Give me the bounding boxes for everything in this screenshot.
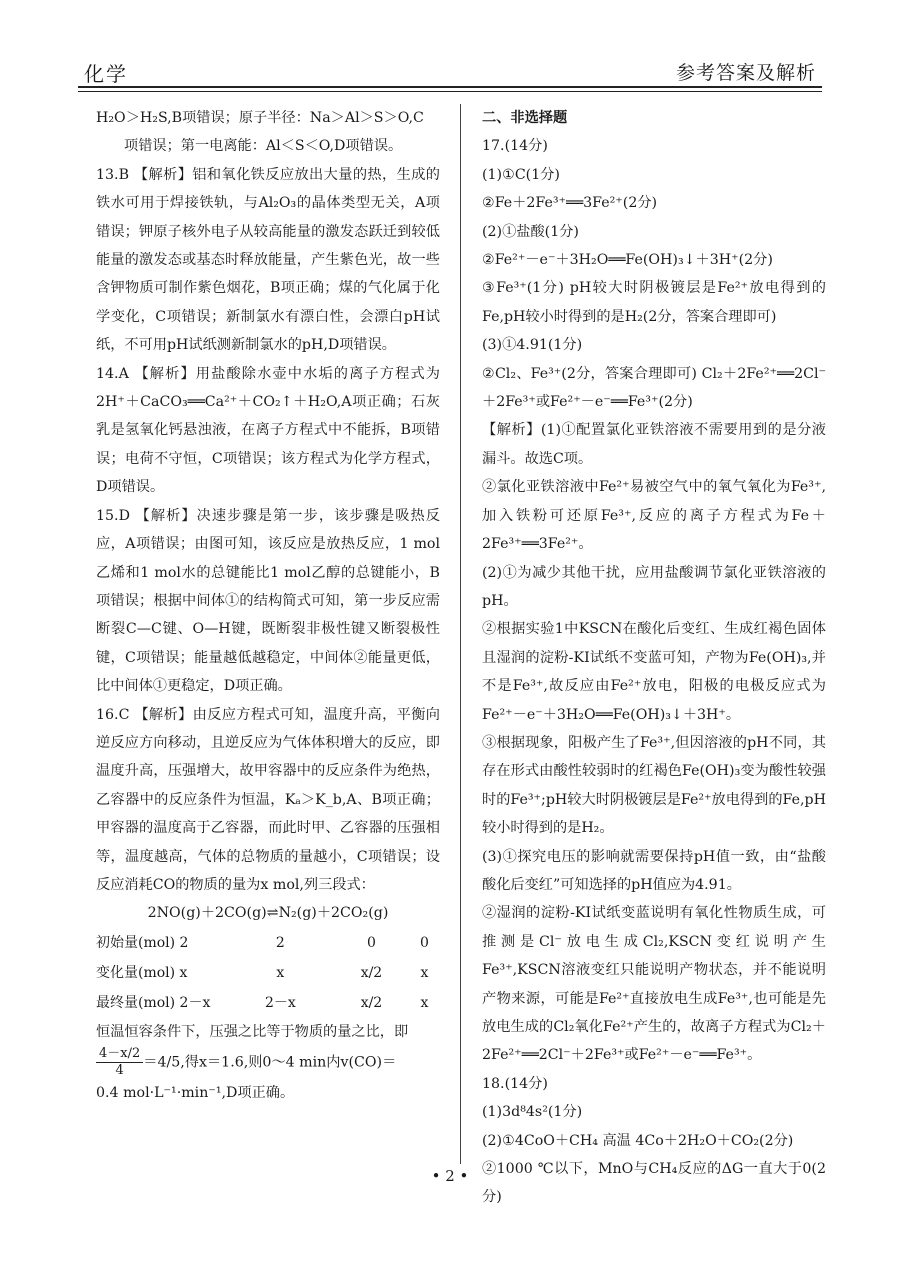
explanation: 【解析】(1)①配置氯化亚铁溶液不需要用到的是分液漏斗。故选C项。 — [482, 422, 826, 467]
answer-line: ②1000 ℃以下，MnO与CH₄反应的ΔG一直大于0(2分) — [482, 1161, 826, 1206]
text-line — [96, 1046, 440, 1079]
row-label: 初始量(mol) 2 — [96, 934, 189, 951]
answer-line: ③Fe³⁺(1分) pH较大时阴极镀层是Fe²⁺放电得到的Fe,pH较小时得到的是H₂(2分，答案合理即可) — [482, 280, 826, 325]
cell: 0 — [367, 934, 376, 951]
answer-13: 13.B 【解析】铝和氧化铁反应放出大量的热，生成的铁水可用于焊接铁轨，与Al₂O₃的晶体类型无关，A项错误；钾原子核外电子从较高能量的激发态跃迁到较低能量的激发态或基态时释放能量，产生紫色光，故一些含钾物质可制作紫色烟花，B项正确；煤的气化属于化学变化，C项错误；新制氯水有漂白性，会漂白pH试纸，不可用pH试纸测新制氯水的pH,D项错误。 — [96, 166, 440, 354]
explanation: (2)①为减少其他干扰，应用盐酸调节氯化亚铁溶液的pH。 — [482, 564, 826, 609]
text-line: 恒温恒容条件下，压强之比等于物质的量之比，即 — [96, 1023, 409, 1040]
explanation: ③根据现象，阳极产生了Fe³⁺,但因溶液的pH不同，其存在形式由酸性较弱时的红褐色Fe(OH)₃变为酸性较强时的Fe³⁺;pH较大时阴极镀层是Fe²⁺放电得到的Fe,pH较小时得到的是H₂。 — [482, 734, 826, 837]
answer-line: (2)①盐酸(1分) — [482, 223, 579, 240]
answer-line: ②Fe＋2Fe³⁺══3Fe²⁺(2分) — [482, 195, 658, 212]
header-rule-thin — [78, 91, 822, 92]
cell: x — [420, 994, 429, 1011]
answer-line: ②Fe²⁺－e⁻＋3H₂O══Fe(OH)₃↓＋3H⁺(2分) — [482, 252, 773, 269]
column-divider — [460, 104, 461, 1164]
text-line: ＝4/5,得x＝1.6,则0～4 min内v(CO)＝ — [143, 1054, 397, 1071]
subject-title: 化学 — [84, 62, 128, 86]
right-column — [482, 104, 826, 1212]
explanation: ②氯化亚铁溶液中Fe²⁺易被空气中的氧气氧化为Fe³⁺,加入铁粉可还原Fe³⁺,反应的离子方程式为Fe＋2Fe³⁺══3Fe²⁺。 — [482, 479, 826, 553]
row-label: 最终量(mol) 2－x — [96, 994, 211, 1011]
pressure-fraction: $\frac{4-x/2}{4}$ — [96, 1046, 143, 1079]
answer-line: ②Cl₂、Fe³⁺(2分，答案合理即可) Cl₂＋2Fe²⁺══2Cl⁻＋2Fe³⁺或Fe²⁺－e⁻══Fe³⁺(2分) — [482, 365, 826, 411]
explanation: ②根据实验1中KSCN在酸化后变红、生成红褐色固体且湿润的淀粉-KI试纸不变蓝可知，产物为Fe(OH)₃,并不是Fe³⁺,故反应由Fe²⁺放电，阳极的电极反应式为Fe²⁺－e⁻＋3H₂O══Fe(OH)₃↓＋3H⁺。 — [482, 621, 826, 723]
table-row — [96, 928, 440, 958]
answer-line: (2)①4CoO＋CH₄ 高温 4Co＋2H₂O＋CO₂(2分) — [482, 1132, 794, 1149]
document-title: 参考答案及解析 — [675, 62, 816, 84]
answer-line: (1)①C(1分) — [482, 166, 560, 183]
row-label: 变化量(mol) x — [96, 964, 188, 981]
table-row — [96, 958, 440, 988]
answer-15: 15.D 【解析】决速步骤是第一步，该步骤是吸热反应，A项错误；由图可知，该反应是放热反应，1 mol乙烯和1 mol水的总键能比1 mol乙醇的总键能小，B项错误；根据中间体①的结构简式可知，第一步反应需断裂C—C键、O—H键，既断裂非极性键又断裂极性键，C项错误；能量越低越稳定，中间体②能量更低，比中间体①更稳定，D项正确。 — [96, 507, 440, 695]
text-line: H₂O＞H₂S,B项错误；原子半径：Na＞Al＞S＞O,C — [96, 110, 424, 126]
cell: 0 — [420, 934, 429, 951]
equilibrium-equation: 2NO(g)＋2CO(g)⇌N₂(g)＋2CO₂(g) — [147, 905, 389, 922]
answer-14: 14.A 【解析】用盐酸除水壶中水垢的离子方程式为2H⁺＋CaCO₃══Ca²⁺＋CO₂↑＋H₂O,A项正确；石灰乳是氢氧化钙悬浊液，在离子方程式中不能拆，B项错误；电荷不守恒，C项错误；该方程式为化学方程式，D项错误。 — [96, 365, 440, 496]
cell: x/2 — [360, 964, 383, 981]
left-column — [96, 104, 440, 1108]
table-row — [96, 988, 440, 1018]
cell: x — [420, 964, 429, 981]
text-line: 0.4 mol·L⁻¹·min⁻¹,D项正确。 — [96, 1085, 295, 1102]
answer-16: 16.C 【解析】由反应方程式可知，温度升高，平衡向逆反应方向移动，且逆反应为气体体积增大的反应，即温度升高，压强增大，故甲容器中的反应条件为绝热，乙容器中的反应条件为恒温，Kₐ＞K_b,A、B项正确；甲容器的温度高于乙容器，而此时甲、乙容器的压强相等，温度越高，气体的总物质的量越小，C项错误；设反应消耗CO的物质的量为x mol,列三段式： — [96, 706, 440, 893]
cell: 2 — [275, 934, 285, 951]
explanation: ②湿润的淀粉-KI试纸变蓝说明有氧化性物质生成，可推测是Cl⁻放电生成Cl₂,KSCN变红说明产生Fe³⁺,KSCN溶液变红只能说明产物状态，并不能说明产物来源，可能是Fe²⁺直接放电生成Fe³⁺,也可能是先放电生成的Cl₂氧化Fe²⁺产生的，故离子方程式为Cl₂＋2Fe²⁺══2Cl⁻＋2Fe³⁺或Fe²⁺－e⁻══Fe³⁺。 — [482, 905, 826, 1064]
page-header — [78, 52, 822, 86]
text-line: 项错误；第一电离能：Al＜S＜O,D项错误。 — [124, 138, 403, 155]
cell: 2－x — [264, 994, 296, 1011]
question-18: 18.(14分) — [482, 1075, 548, 1092]
cell: x/2 — [360, 994, 383, 1011]
section-title: 二、非选择题 — [482, 110, 568, 126]
question-17: 17.(14分) — [482, 138, 548, 155]
answer-line: (3)①4.91(1分) — [482, 337, 583, 354]
explanation: (3)①探究电压的影响就需要保持pH值一致，由“盐酸酸化后变红”可知选择的pH值应为4.91。 — [482, 848, 826, 893]
answer-line: (1)3d⁸4s²(1分) — [482, 1104, 583, 1121]
header-rule-thick — [78, 86, 822, 88]
page-number: • 2 • — [431, 1167, 469, 1185]
cell: x — [276, 964, 285, 981]
three-stage-table — [96, 928, 440, 1018]
